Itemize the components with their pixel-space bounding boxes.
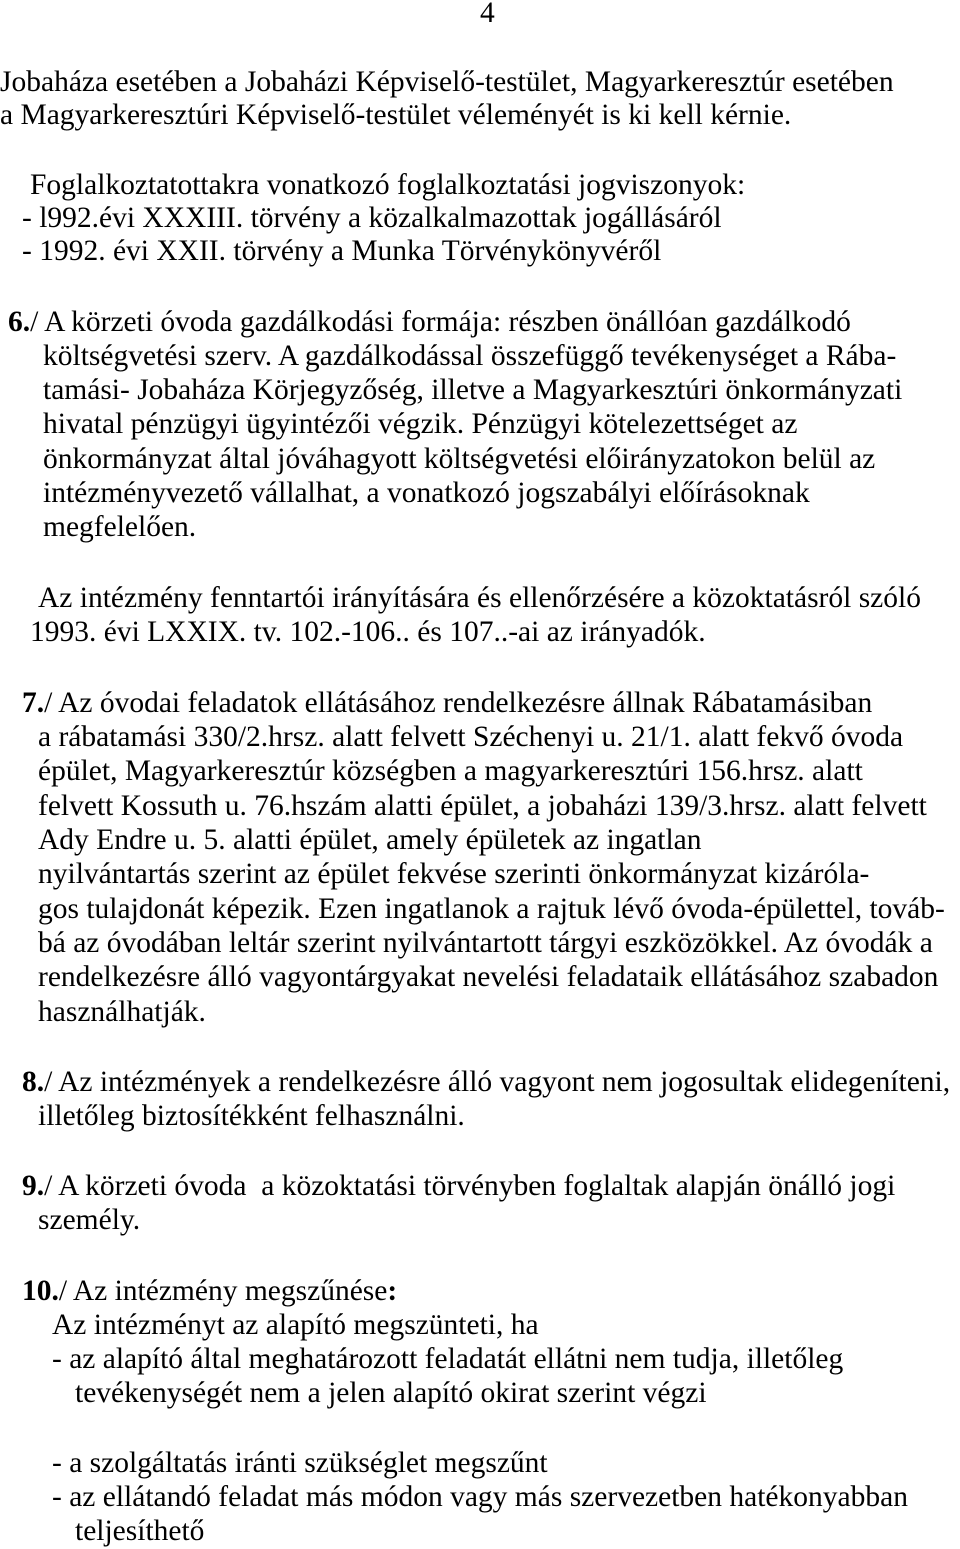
section-8-heading-line <box>22 1065 950 1099</box>
section-9-line: személy. <box>38 1204 141 1236</box>
intro-line: a Magyarkeresztúri Képviselő-testület véleményét is ki kell kérnie. <box>0 99 792 131</box>
section-8-number: 8. <box>22 1066 45 1098</box>
section-10-first-line: / Az intézmény megszűnése <box>58 1275 388 1307</box>
section-6-heading-line <box>8 305 851 339</box>
section-8-line: illetőleg biztosítékként felhasználni. <box>38 1100 465 1132</box>
section-6-line: megfelelően. <box>43 511 197 543</box>
section-10-heading-line <box>22 1274 397 1308</box>
section-7-line: bá az óvodában leltár szerint nyilvántartott tárgyi eszközökkel. Az óvodák a <box>38 927 933 959</box>
section-6-line: költségvetési szerv. A gazdálkodással összefüggő tevékenységet a Rába- <box>43 340 897 372</box>
section-7-heading-line <box>22 686 872 720</box>
section-6-line: tamási- Jobaháza Körjegyzőség, illetve a Magyarkesztúri önkormányzati <box>43 374 903 406</box>
section-7-first-line: / Az óvodai feladatok ellátásához rendelkezésre állnak Rábatamásiban <box>44 687 873 719</box>
section-7-line: nyilvántartás szerint az épület fekvése szerinti önkormányzat kizáróla- <box>38 858 870 890</box>
supervision-line: 1993. évi LXXIX. tv. 102.-106.. és 107..-ai az irányadók. <box>30 616 706 648</box>
section-6-line: intézményvezető vállalhat, a vonatkozó jogszabályi előírásoknak <box>43 477 810 509</box>
section-10-line: - az alapító által meghatározott feladatát ellátni nem tudja, illetőleg <box>52 1343 844 1375</box>
section-10-number: 10. <box>22 1275 59 1307</box>
section-10-line: - a szolgáltatás iránti szükséglet megszűnt <box>52 1447 548 1479</box>
section-10-colon: : <box>387 1275 398 1307</box>
section-9-heading-line <box>22 1169 895 1203</box>
section-6-first-line: / A körzeti óvoda gazdálkodási formája: részben önállóan gazdálkodó <box>30 306 851 338</box>
section-7-line: rendelkezésre álló vagyontárgyakat nevelési feladataik ellátásához szabadon <box>38 961 939 993</box>
section-7-line: Ady Endre u. 5. alatti épület, amely épületek az ingatlan <box>38 824 702 856</box>
page-number: 4 <box>480 0 495 29</box>
section-10-line: Az intézményt az alapító megszünteti, ha <box>52 1309 539 1341</box>
section-6-number: 6. <box>8 306 31 338</box>
section-7-number: 7. <box>22 687 45 719</box>
intro-line: Jobaháza esetében a Jobaházi Képviselő-testület, Magyarkeresztúr esetében <box>0 66 894 98</box>
section-7-line: gos tulajdonát képezik. Ezen ingatlanok a rajtuk lévő óvoda-épülettel, továb- <box>38 893 945 925</box>
section-6-line: önkormányzat által jóváhagyott költségvetési előirányzatokon belül az <box>43 443 876 475</box>
section-10-line: tevékenységét nem a jelen alapító okirat szerint végzi <box>75 1377 707 1409</box>
section-9-first-line: / A körzeti óvoda a közoktatási törvényben foglaltak alapján önálló jogi <box>44 1170 896 1202</box>
section-10-line: - az ellátandó feladat más módon vagy más szervezetben hatékonyabban <box>52 1481 908 1513</box>
section-9-number: 9. <box>22 1170 45 1202</box>
section-6-line: hivatal pénzügyi ügyintézői végzik. Pénzügyi kötelezettséget az <box>43 408 798 440</box>
section-8-first-line: / Az intézmények a rendelkezésre álló vagyont nem jogosultak elidegeníteni, <box>44 1066 951 1098</box>
employment-item: - l992.évi XXXIII. törvény a közalkalmazottak jogállásáról <box>22 202 722 234</box>
section-10-line: teljesíthető <box>75 1515 205 1547</box>
section-7-line: épület, Magyarkeresztúr községben a magyarkeresztúri 156.hrsz. alatt <box>38 755 863 787</box>
employment-heading: Foglalkoztatottakra vonatkozó foglalkoztatási jogviszonyok: <box>30 169 746 201</box>
supervision-line: Az intézmény fenntartói irányítására és ellenőrzésére a közoktatásról szóló <box>38 582 921 614</box>
section-7-line: a rábatamási 330/2.hrsz. alatt felvett Széchenyi u. 21/1. alatt fekvő óvoda <box>38 721 904 753</box>
section-7-line: felvett Kossuth u. 76.hszám alatti épület, a jobaházi 139/3.hrsz. alatt felvett <box>38 790 927 822</box>
employment-item: - 1992. évi XXII. törvény a Munka Törvénykönyvéről <box>22 235 662 267</box>
section-7-line: használhatják. <box>38 996 206 1028</box>
